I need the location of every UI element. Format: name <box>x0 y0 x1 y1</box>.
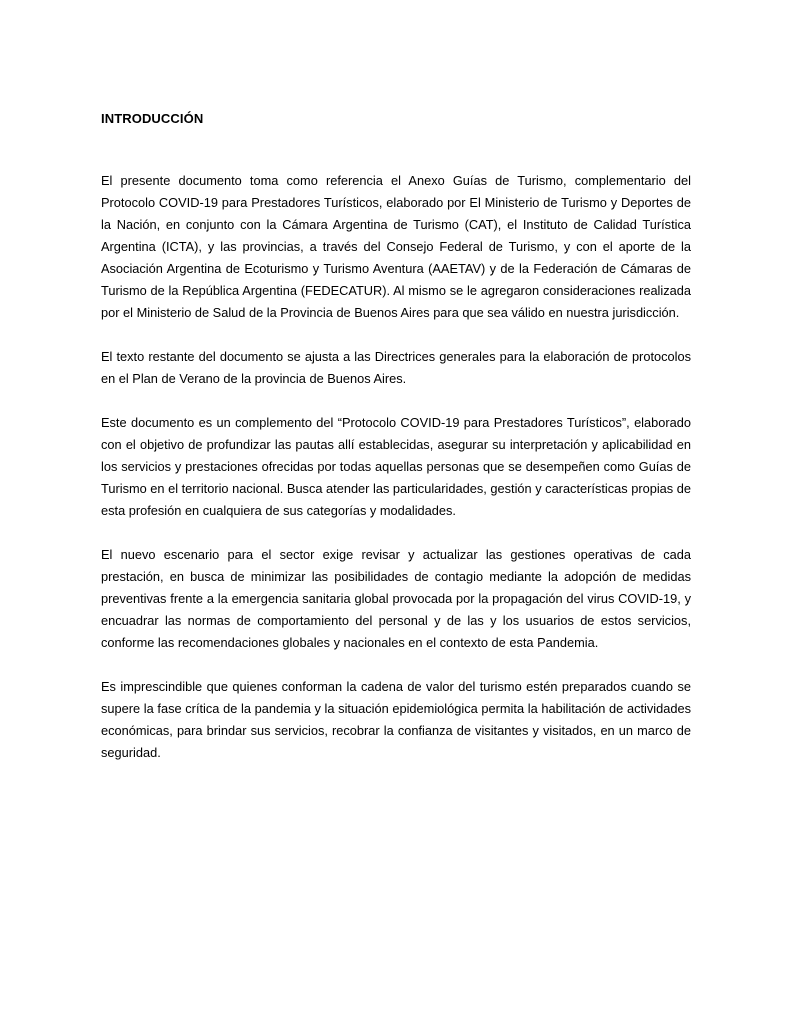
paragraph-guidelines: El texto restante del documento se ajusta a las Directrices generales para la elaboración de protocolos en el Plan de Verano de la provincia de Buenos Aires. <box>101 349 691 386</box>
paragraph-preparedness: Es imprescindible que quienes conforman la cadena de valor del turismo estén preparados cuando se supere la fase crítica de la pandemia y la situación epidemiológica permita la habilitación de actividades económicas, para brindar sus servicios, recobrar la confianza de visitantes y visitados, en un marco de seguridad. <box>101 679 691 760</box>
section-heading: INTRODUCCIÓN <box>101 111 204 126</box>
document-body <box>101 170 691 786</box>
paragraph-new-scenario: El nuevo escenario para el sector exige revisar y actualizar las gestiones operativas de cada prestación, en busca de minimizar las posibilidades de contagio mediante la adopción de medidas preventivas frente a la emergencia sanitaria global provocada por la propagación del virus COVID-19, y encuadrar las normas de comportamiento del personal y de las y los usuarios de estos servicios, conforme las recomendaciones globales y nacionales en el contexto de esta Pandemia. <box>101 547 691 650</box>
paragraph-complement: Este documento es un complemento del “Protocolo COVID-19 para Prestadores Turísticos”, elaborado con el objetivo de profundizar las pautas allí establecidas, asegurar su interpretación y aplicabilidad en los servicios y prestaciones ofrecidas por todas aquellas personas que se desempeñen como Guías de Turismo en el territorio nacional. Busca atender las particularidades, gestión y características propias de esta profesión en cualquiera de sus categorías y modalidades. <box>101 415 691 518</box>
paragraph-intro-reference: El presente documento toma como referencia el Anexo Guías de Turismo, complementario del Protocolo COVID-19 para Prestadores Turísticos, elaborado por El Ministerio de Turismo y Deportes de la Nación, en conjunto con la Cámara Argentina de Turismo (CAT), el Instituto de Calidad Turística Argentina (ICTA), y las provincias, a través del Consejo Federal de Turismo, y con el aporte de la Asociación Argentina de Ecoturismo y Turismo Aventura (AAETAV) y de la Federación de Cámaras de Turismo de la República Argentina (FEDECATUR). Al mismo se le agregaron consideraciones realizada por el Ministerio de Salud de la Provincia de Buenos Aires para que sea válido en nuestra jurisdicción. <box>101 173 691 320</box>
